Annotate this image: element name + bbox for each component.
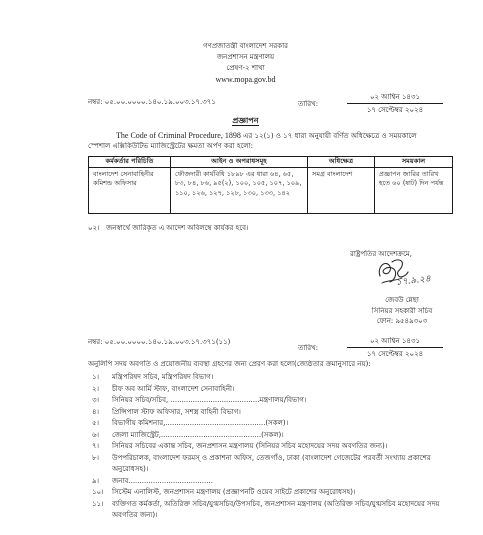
- list-item-number: ৬।: [92, 430, 100, 439]
- notification-title-text: প্রজ্ঞাপন: [232, 116, 259, 125]
- list-item-text: জনাব......................................: [112, 476, 213, 485]
- list-item-number: ৯।: [92, 476, 100, 485]
- recipient-list: [92, 372, 454, 522]
- list-item-text: সিস্টেম এনালিস্ট, জনপ্রশাসন মন্ত্রণালয় (প্রজ্ঞাপনটি ওয়েব সাইটে প্রকাশের অনুরোধসহ)।: [112, 488, 356, 496]
- list-item: [92, 476, 454, 488]
- list-item: [92, 487, 454, 499]
- copy-date-bangla: ০২ আশ্বিন ১৪৩১: [347, 337, 443, 348]
- list-item-text: প্রিন্সিপাল স্টাফ অফিসার, সশস্ত্র বাহিনী বিভাগ।: [112, 407, 241, 416]
- list-item: [92, 441, 454, 453]
- column-header-officer: কর্মকর্তার পরিচিতি: [89, 157, 171, 168]
- clause-2-text: জনস্বার্থে জারিকৃত এ আদেশ অবিলম্বে কার্যকর হবে।: [106, 224, 249, 232]
- ministry-name: জনপ্রশাসন মন্ত্রণালয়: [216, 53, 275, 61]
- list-item: [92, 395, 454, 407]
- signatory-designation: সিনিয়র সহকারী সচিব: [371, 307, 433, 315]
- list-item-text: মন্ত্রিপরিষদ সচিব, মন্ত্রিপরিষদ বিভাগ।: [112, 373, 214, 381]
- body-line-1-text: এর ১২(১) ও ১৭ ধারা অনুযায়ী বর্ণিত অধিক্ষেত্রে ও সময়কালে: [240, 132, 417, 140]
- copy-date-english: ১৭ সেপ্টেম্বর ২০২৪: [366, 350, 424, 358]
- list-item-number: ৪।: [92, 407, 100, 416]
- copy-memo-number: নম্বর: ০৫.০০.০০০০.১৪০.১৯.০০৩.১৭.৩৭১(১১): [88, 338, 231, 346]
- copy-date-label: তারিখ:: [298, 344, 319, 352]
- list-item: [92, 453, 454, 476]
- clause-2-number: ০২।: [88, 224, 100, 232]
- government-name: গণপ্রজাতন্ত্রী বাংলাদেশ সরকার: [203, 42, 288, 50]
- list-item: [92, 430, 454, 442]
- list-item-text: সিনিয়র সচিবের একান্ত সচিব, জনপ্রশাসন মন্ত্রণালয় (সিনিয়র সচিব মহোদয়ের সদয় অবগতির জন্য)।: [112, 442, 388, 450]
- list-item: [92, 418, 454, 430]
- column-header-period: সময়কাল: [375, 157, 453, 168]
- cell-jurisdiction: সমগ্র বাংলাদেশ: [308, 168, 375, 214]
- column-header-jurisdiction: অধিক্ষেত্র: [308, 157, 375, 168]
- column-header-law: আইন ও অপরাধসমূহ: [171, 157, 308, 168]
- cell-officer: বাংলাদেশ সেনাবাহিনীর কমিশন্ড অফিসার: [89, 168, 171, 214]
- list-item-number: ১।: [92, 373, 100, 381]
- notification-title: [8, 116, 483, 126]
- magistracy-table: [88, 156, 453, 214]
- memo-date: [347, 93, 443, 115]
- list-item: [92, 407, 454, 419]
- list-item-text: উপপরিচালক, বাংলাদেশ ফরমস্ ও প্রকাশনা অফিস, তেজগাঁও, ঢাকা (বাংলাদেশ গেজেটের পরবর্তী সংখ্যায় প্রকাশের অনুরোধসহ)।: [112, 453, 431, 473]
- list-item-text: চীফ অব আর্মি স্টাফ, বাংলাদেশ সেনাবাহিনী।: [112, 384, 235, 393]
- cell-period: প্রজ্ঞাপন জারির তারিখ হতে ৬০ (ষাট) দিন পর্যন্ত: [375, 168, 453, 214]
- list-item-number: ৮।: [92, 453, 100, 462]
- list-item: [92, 499, 454, 522]
- list-item: [92, 372, 454, 384]
- table-row: [89, 168, 453, 214]
- list-item-number: ১০।: [92, 488, 104, 496]
- list-item: [92, 384, 454, 396]
- list-item-text: বিভাগীয় কমিশনার,.............................................(সকল)।: [112, 419, 289, 427]
- list-item-text: সিনিয়র সচিব/সচিব, ........................................মন্ত্রণালয়/বিভাগ।: [112, 396, 307, 404]
- notification-body-line-2: স্পেশাল এক্সিকিউটিভ ম্যাজিস্ট্রেটের ক্ষমতা অর্পণ করা হলো:: [88, 142, 254, 150]
- copy-intro: অনুলিপি সদয় অবগতি ও প্রয়োজনীয় ব্যবস্থা গ্রহণের জন্য প্রেরণ করা হলো(জ্যেষ্ঠতার ক্রমানুসারে নয়):: [88, 360, 371, 368]
- date-bangla: ০২ আশ্বিন ১৪৩১: [347, 93, 443, 104]
- website-address: www.mopa.gov.bd: [215, 75, 276, 84]
- by-order-line: রাষ্ট্রপতির আদেশক্রমে,: [350, 250, 412, 258]
- signatory-phone: ফোন: ৯৫৪৯৩০৩: [376, 317, 428, 325]
- list-item-text: ব্যক্তিগত কর্মকর্তা, অতিরিক্ত সচিব/যুগ্মসচিব/উপসচিব, জনপ্রশাসন মন্ত্রণালয় (অতিরিক্ত সচিব/যুগ্মসচিব মহোদয়ের সদয় অবগতির জন্য)।: [112, 499, 440, 519]
- section-name: প্রেষণ-২ শাখা: [226, 64, 265, 72]
- list-item-number: ৫।: [92, 419, 100, 427]
- signature-date: ১৭.৯.২৪: [395, 274, 432, 288]
- copy-memo-date: [347, 337, 443, 359]
- list-item-number: ৩।: [92, 396, 100, 404]
- table-header-row: [89, 157, 453, 168]
- date-english: ১৭ সেপ্টেম্বর ২০২৪: [366, 106, 424, 114]
- list-item-number: ২।: [92, 384, 100, 393]
- law-name: The Code of Criminal Procedure, 1898: [116, 131, 241, 140]
- cell-law: ফৌজদারী কার্যবিধি ১৮৯৮ এর ধারা ৬৪, ৬৫, ৮৩, ৮৪, ৮৬, ৯৫(২), ১০০, ১০৫, ১০৭, ১০৯, ১১০, ১২৬, ১২৭, ১২৮, ১৩০, ১৩৩, ১৪২: [171, 168, 308, 214]
- date-label: তারিখ:: [298, 100, 319, 108]
- signatory-name: জেবউ ন্নেছা: [385, 296, 419, 304]
- list-item-number: ৭।: [92, 442, 100, 450]
- memo-number: নম্বর: ০৫.০০.০০০০.১৪০.১৯.০০৩.১৭.৩৭১: [88, 98, 216, 106]
- list-item-text: জেলা ম্যাজিস্ট্রেট,.............................................(সকল)।: [112, 430, 284, 439]
- notification-body-line-1: [116, 131, 456, 141]
- list-item-number: ১১।: [92, 499, 104, 508]
